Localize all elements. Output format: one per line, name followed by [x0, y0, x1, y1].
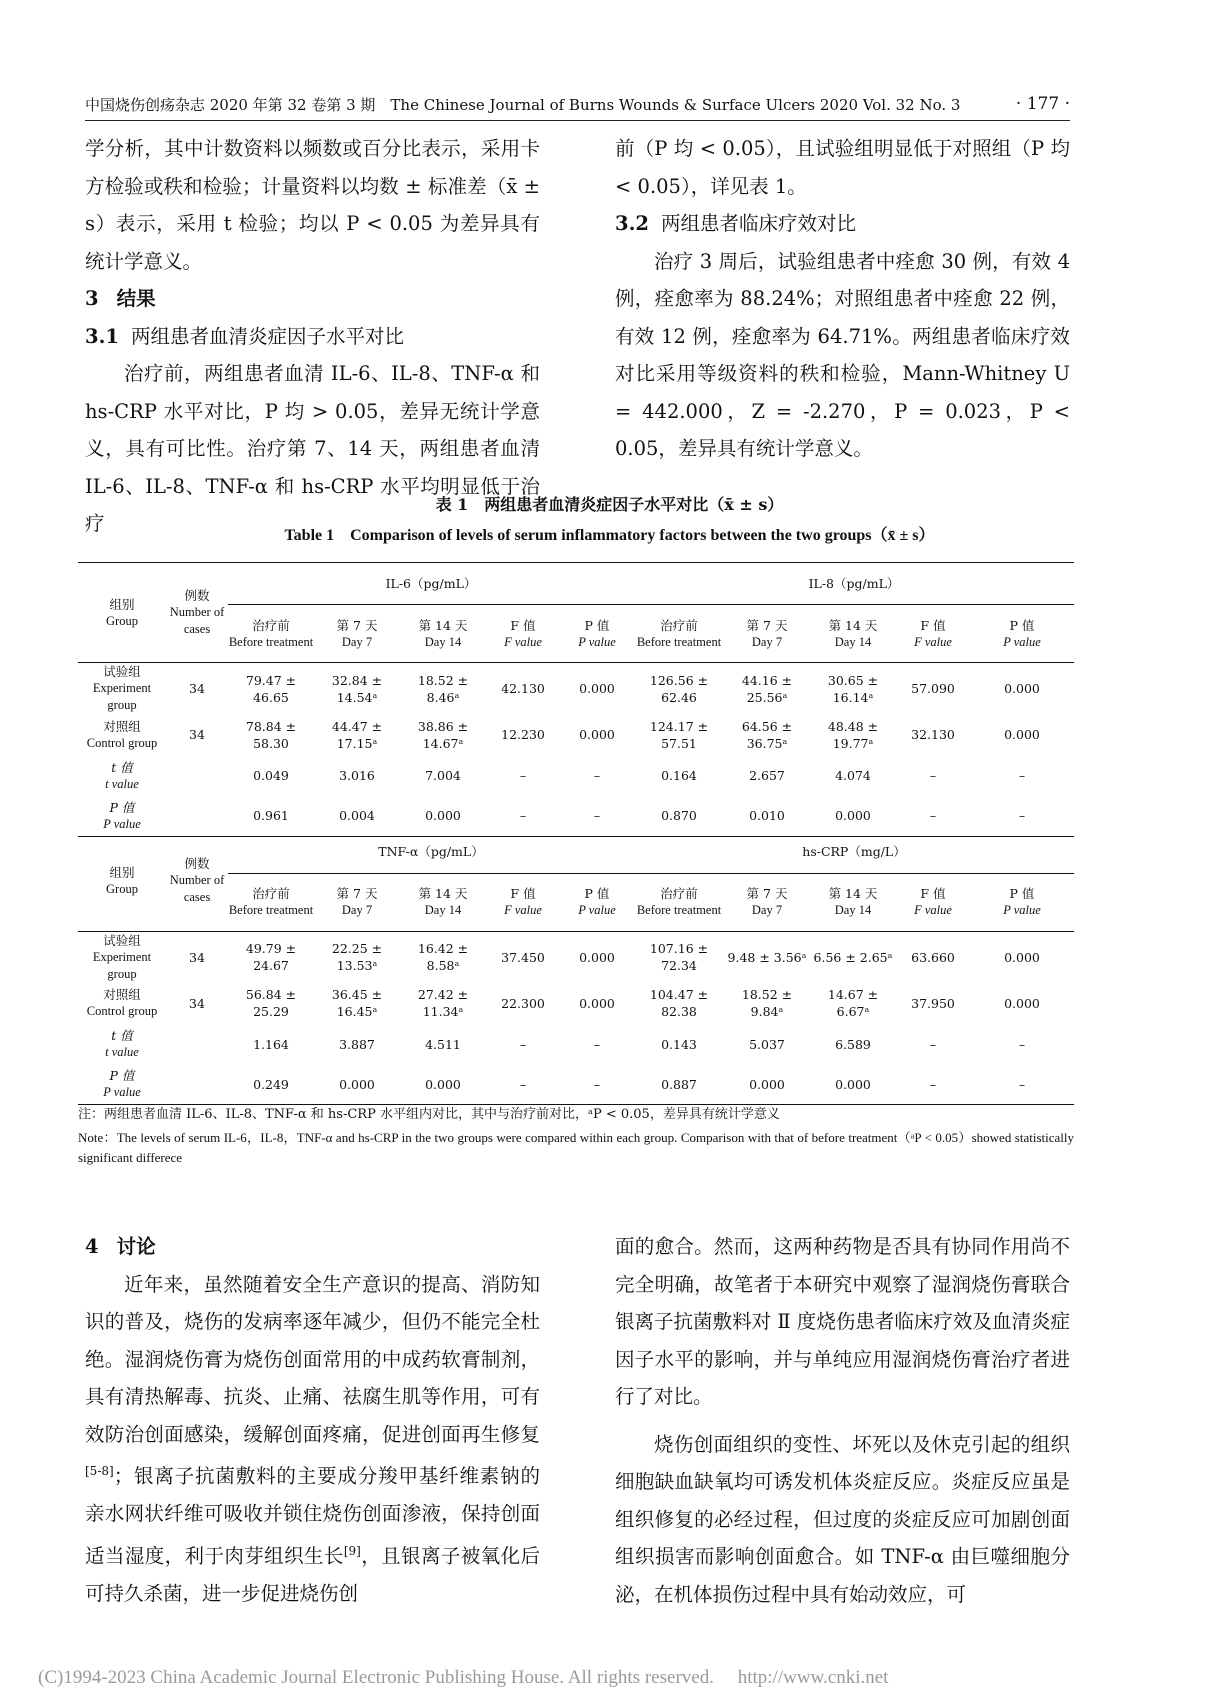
- header-day7: 第 7 天 Day 7: [724, 873, 810, 931]
- paragraph: 治疗前，两组患者血清 IL-6、IL-8、TNF-α 和 hs-CRP 水平对比，P 均 > 0.05，差异无统计学意义，具有可比性。治疗第 7、14 天，两组患者血清 IL-6、IL-8、TNF-α 和 hs-CRP 水平均明显低于治疗: [85, 362, 540, 535]
- header-day7: 第 7 天 Day 7: [724, 605, 810, 663]
- header-f: F 值 F value: [896, 605, 970, 663]
- table-note-cn: 注：两组患者血清 IL-6、IL-8、TNF-α 和 hs-CRP 水平组内对比，其中与治疗前对比，ᵃP < 0.05，差异具有统计学意义: [78, 1107, 780, 1122]
- paragraph: 治疗 3 周后，试验组患者中痊愈 30 例，有效 4 例，痊愈率为 88.24%；对照组患者中痊愈 22 例，有效 12 例，痊愈率为 64.71%。两组患者临床疗效对比采用等级资料的秩和检验，Mann-Whitney U = 442.000，Z = -2.270，P = 0.023，P < 0.05，差异具有统计学意义。: [615, 249, 1070, 460]
- table-note-en: Note：The levels of serum IL-6，IL-8，TNF-α and hs-CRP in the two groups were compared within each group. Comparison with that of before treatment（ᵃP < 0.05）showed statistically significant differece: [78, 1130, 1074, 1165]
- header-day14: 第 14 天 Day 14: [400, 605, 486, 663]
- table-row-t-value: t 值 t value 1.164 3.887 4.511 – – 0.143 5.037 6.589 – –: [105, 1028, 1026, 1059]
- left-column-lower: [85, 1228, 540, 1612]
- journal-header: 中国烧伤创疡杂志 2020 年第 32 卷第 3 期 The Chinese Journal of Burns Wounds & Surface Ulcers 2020 Vol. 32 No. 3: [85, 96, 961, 114]
- subsection-heading-3-2: 3.2 两组患者临床疗效对比: [615, 212, 856, 235]
- header-day7: 第 7 天 Day 7: [314, 605, 400, 663]
- paragraph: 前（P 均 < 0.05），且试验组明显低于对照组（P 均 < 0.05），详见表 1。: [615, 137, 1070, 198]
- header-cases: 例数 Number of cases: [166, 563, 228, 663]
- subsection-heading-3-1: 3.1 两组患者血清炎症因子水平对比: [85, 324, 404, 348]
- header-f: F 值 F value: [486, 873, 560, 931]
- header-day14: 第 14 天 Day 14: [810, 605, 896, 663]
- header-group: 组别 Group: [78, 831, 166, 931]
- header-day14: 第 14 天 Day 14: [810, 873, 896, 931]
- paragraph: 面的愈合。然而，这两种药物是否具有协同作用尚不完全明确，故笔者于本研究中观察了湿润烧伤膏联合银离子抗菌敷料对 Ⅱ 度烧伤患者临床疗效及血清炎症因子水平的影响，并与单纯应用湿润烧伤膏治疗者进行了对比。: [615, 1235, 1070, 1408]
- header-f: F 值 F value: [486, 605, 560, 663]
- running-header: [85, 92, 1070, 121]
- header-il6: IL-6（pg/mL）: [228, 563, 634, 605]
- table-row-t-value: t 值 t value 0.049 3.016 7.004 – – 0.164 2.657 4.074 – –: [105, 759, 1026, 791]
- paragraph: 近年来，虽然随着安全生产意识的提高、消防知识的普及，烧伤的发病率逐年减少，但仍不能完全杜绝。湿润烧伤膏为烧伤创面常用的中成药软膏制剂，具有清热解毒、抗炎、止痛、祛腐生肌等作用，可有效防治创面感染，缓解创面疼痛，促进创面再生修复[5-8]；银离子抗菌敷料的主要成分羧甲基纤维素钠的亲水网状纤维可吸收并锁住烧伤创面渗液，保持创面适当湿度，利于肉芽组织生长[9]，且银离子被氧化后可持久杀菌，进一步促进烧伤创: [85, 1272, 540, 1605]
- table-row-p-value: P 值 P value 0.249 0.000 0.000 – – 0.887 0.000 0.000 – –: [78, 1065, 1074, 1105]
- citation: [5-8]: [85, 1464, 114, 1478]
- data-table-il6-il8: [78, 562, 1074, 837]
- header-day7: 第 7 天 Day 7: [314, 873, 400, 931]
- header-before: 治疗前 Before treatment: [228, 605, 314, 663]
- header-il8: IL-8（pg/mL）: [634, 563, 1074, 605]
- header-cases: 例数 Number of cases: [166, 831, 228, 931]
- header-p: P 值 P value: [560, 873, 634, 931]
- page-number: · 177 ·: [1015, 94, 1070, 114]
- header-group: 组别 Group: [78, 563, 166, 663]
- header-before: 治疗前 Before treatment: [228, 873, 314, 931]
- table-caption-cn: 表 1 两组患者血清炎症因子水平对比（x̄ ± s）: [435, 495, 784, 514]
- header-p: P 值 P value: [560, 605, 634, 663]
- table-row-p-value: P 值 P value 0.961 0.004 0.000 – – 0.870 0.010 0.000 – –: [78, 796, 1074, 836]
- copyright-footer: (C)1994-2023 China Academic Journal Electronic Publishing House. All rights reserved. http://www.cnki.net: [38, 1667, 889, 1688]
- header-f: F 值 F value: [896, 873, 970, 931]
- header-before: 治疗前 Before treatment: [634, 873, 724, 931]
- right-column-upper: [615, 130, 1070, 468]
- header-p: P 值 P value: [970, 873, 1074, 931]
- header-before: 治疗前 Before treatment: [634, 605, 724, 663]
- paragraph: 烧伤创面组织的变性、坏死以及休克引起的组织细胞缺血缺氧均可诱发机体炎症反应。炎症反应虽是组织修复的必经过程，但过度的炎症反应可加剧创面组织损害而影响创面愈合。如 TNF-α 由巨噬细胞分泌，在机体损伤过程中具有始动效应，可: [615, 1432, 1070, 1606]
- section-heading-discussion: 4 讨论: [85, 1235, 156, 1258]
- table-row-experiment: 试验组 Experiment group 34 49.79 ± 24.67 22.25 ± 13.53ᵃ 16.42 ± 8.58ᵃ 37.450 0.000 107.16 ± 72.34 9.48 ± 3.56ᵃ 6.56 ± 2.65ᵃ 63.660 0.000: [92, 932, 1040, 981]
- data-table-tnf-crp: [78, 831, 1074, 1105]
- header-hscrp: hs-CRP（mg/L）: [634, 831, 1074, 873]
- section-heading-results: 3 结果: [85, 287, 156, 310]
- table-row-control: 对照组 Control group 34 78.84 ± 58.30 44.47 ± 17.15ᵃ 38.86 ± 14.67ᵃ 12.230 0.000 124.17 ± 57.51 64.56 ± 36.75ᵃ 48.48 ± 19.77ᵃ 32.130 0.000: [86, 718, 1040, 751]
- table-caption-en: Table 1 Comparison of levels of serum inflammatory factors between the two groups（x̄ ± s）: [284, 527, 935, 544]
- table-row-control: 对照组 Control group 34 56.84 ± 25.29 36.45 ± 16.45ᵃ 27.42 ± 11.34ᵃ 22.300 0.000 104.47 ± 82.38 18.52 ± 9.84ᵃ 14.67 ± 6.67ᵃ 37.950 0.000: [86, 987, 1040, 1019]
- paragraph: 学分析，其中计数资料以频数或百分比表示，采用卡方检验或秩和检验；计量资料以均数 ± 标准差（x̄ ± s）表示，采用 t 检验；均以 P < 0.05 为差异具有统计学意义。: [85, 137, 540, 273]
- citation: [9]: [343, 1543, 361, 1558]
- table-row-experiment: 试验组 Experiment group 34 79.47 ± 46.65 32.84 ± 14.54ᵃ 18.52 ± 8.46ᵃ 42.130 0.000 126.56 ± 62.46 44.16 ± 25.56ᵃ 30.65 ± 16.14ᵃ 57.090 0.000: [92, 664, 1040, 712]
- header-p: P 值 P value: [970, 605, 1074, 663]
- header-day14: 第 14 天 Day 14: [400, 873, 486, 931]
- left-column-upper: [85, 130, 540, 543]
- right-column-lower: [615, 1228, 1070, 1613]
- header-tnf: TNF-α（pg/mL）: [228, 831, 634, 873]
